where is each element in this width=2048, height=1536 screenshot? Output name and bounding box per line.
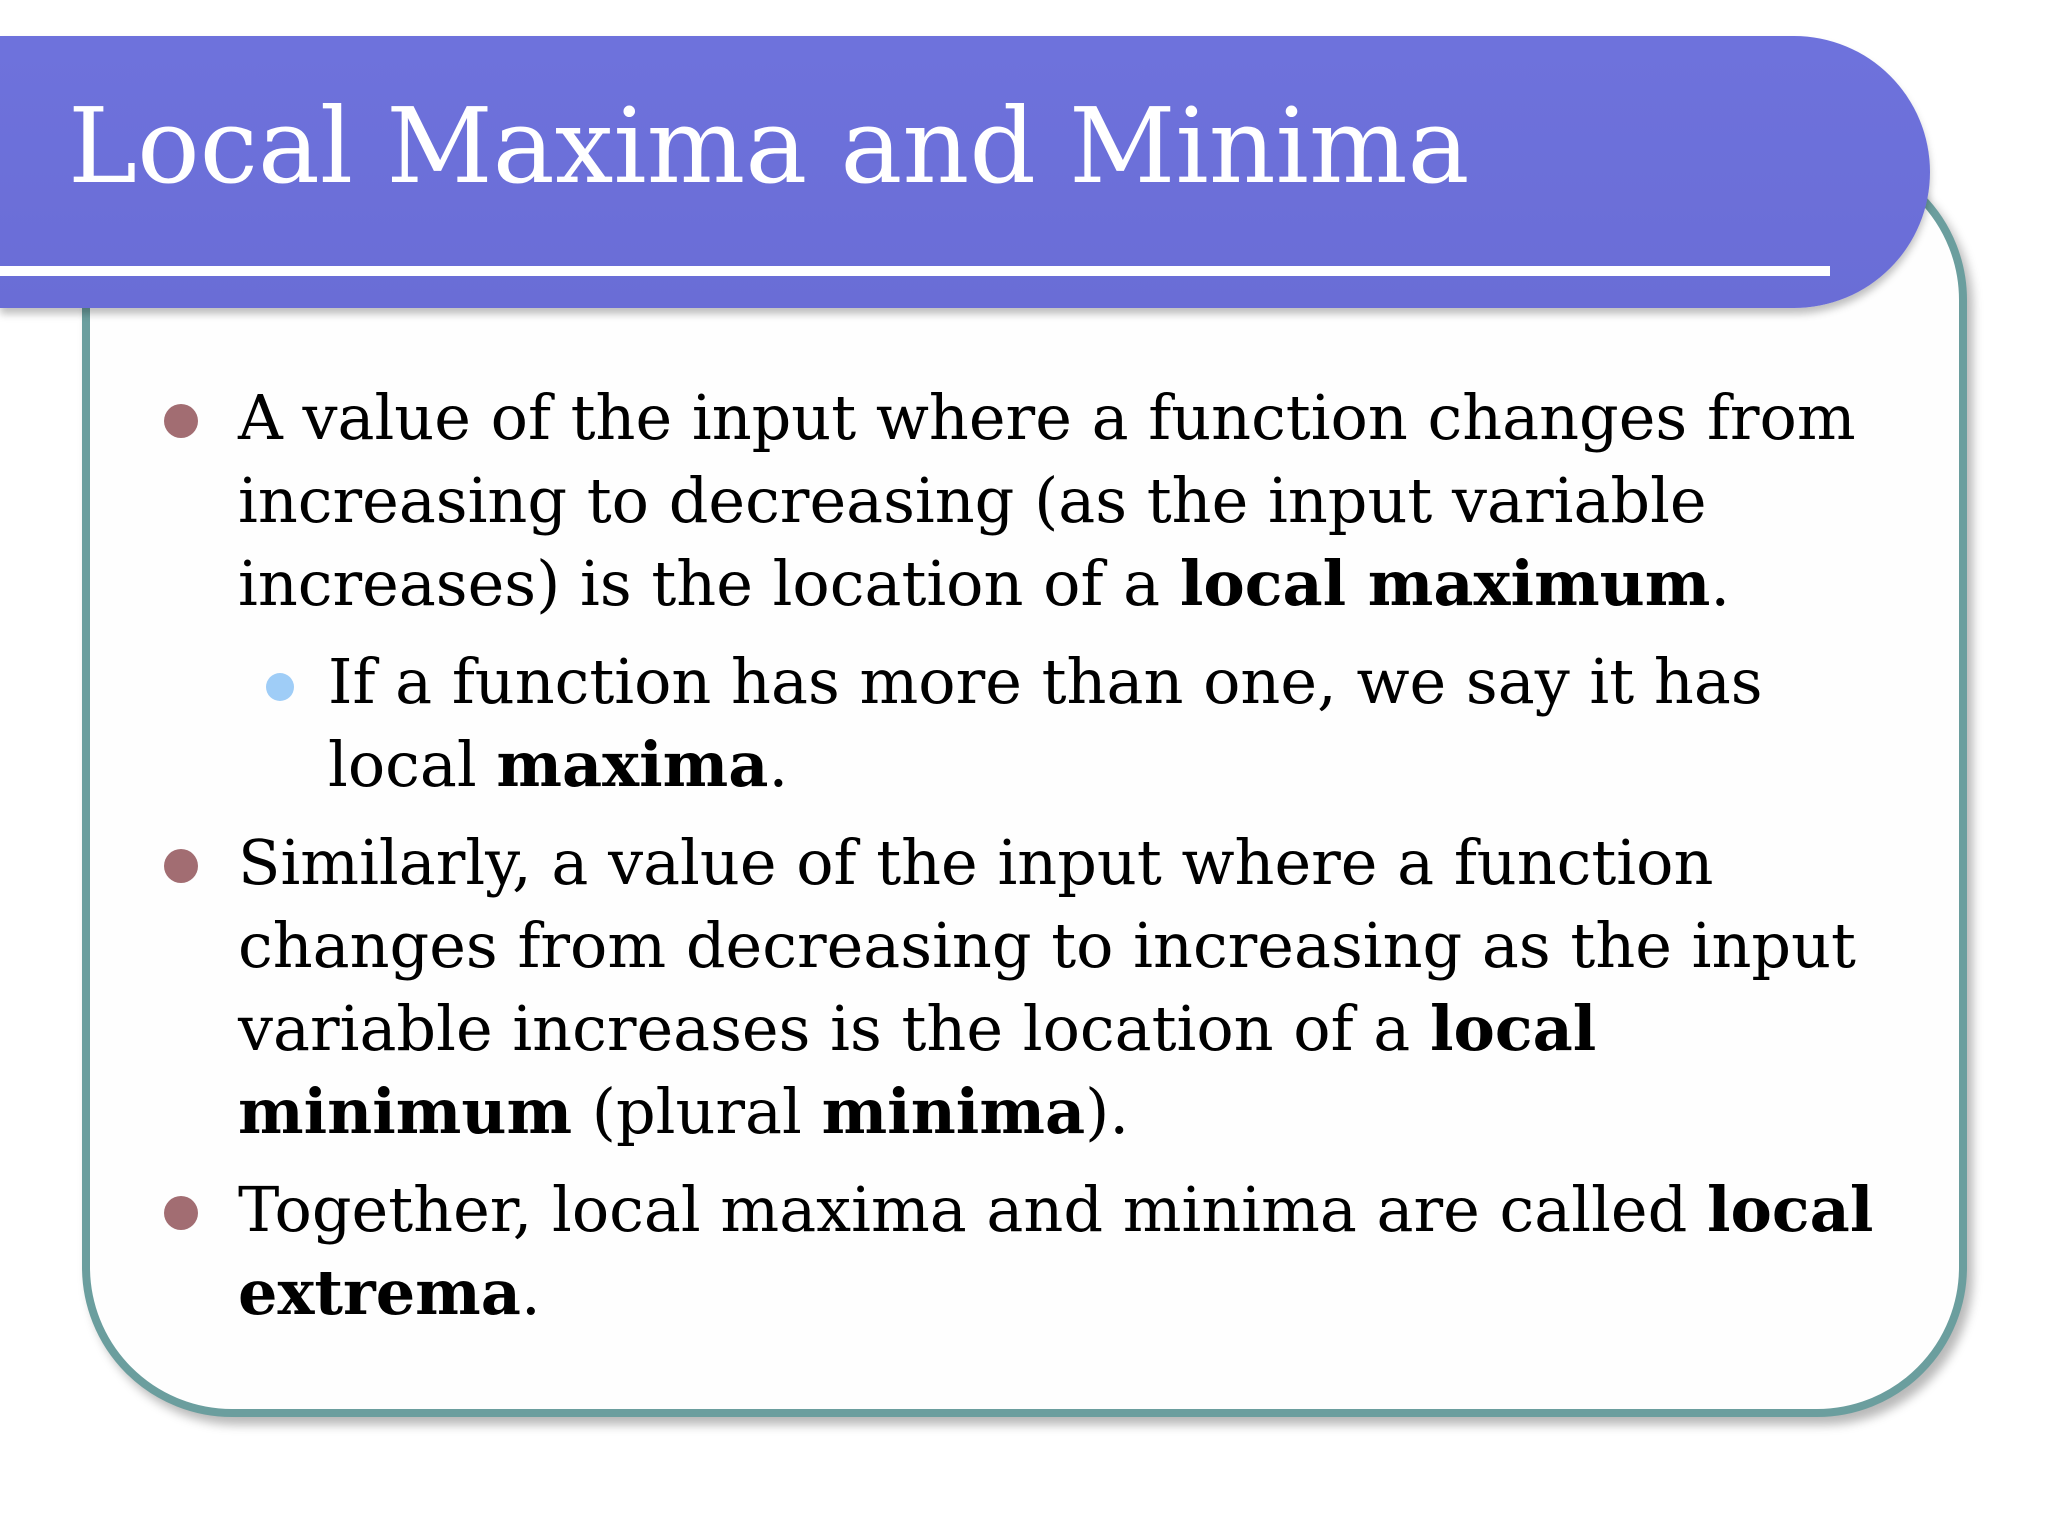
bullet-list — [238, 376, 1898, 1349]
sub-bullet-text — [328, 645, 1763, 801]
bullet-text-part: ). — [1085, 1075, 1130, 1148]
bullet-text-part: . — [520, 1256, 541, 1329]
bullet-dot-icon — [164, 404, 198, 438]
bullet-dot-icon — [164, 1196, 198, 1230]
slide-title: Local Maxima and Minima — [68, 85, 1470, 207]
sub-bullet-dot-icon — [266, 673, 294, 701]
bullet-text-part: . — [768, 728, 789, 801]
bullet-text — [238, 826, 1856, 1148]
bullet-text-part: A value of the input where a function changes from increasing to decreasing (as the input variable increases) is the location of a — [238, 381, 1856, 620]
bullet-text — [238, 1173, 1873, 1329]
sub-bullet-local-maxima — [328, 640, 1898, 806]
bullet-local-extrema — [238, 1168, 1898, 1334]
bullet-text-part: Similarly, a value of the input where a function changes from decreasing to increasing as the input variable increases is the location of a — [238, 826, 1856, 1065]
bullet-text-part: (plural — [572, 1075, 822, 1148]
bold-term-minima: minima — [821, 1075, 1086, 1148]
bullet-dot-icon — [164, 849, 198, 883]
bold-term-maxima: maxima — [496, 728, 769, 801]
bold-term-local-extrema: local extrema — [238, 1173, 1874, 1329]
bullet-text-part: . — [1710, 547, 1731, 620]
bullet-local-minimum — [238, 821, 1898, 1153]
bullet-local-maximum — [238, 376, 1898, 625]
bullet-text — [238, 381, 1856, 620]
bullet-text-part: Together, local maxima and minima are called — [238, 1173, 1707, 1246]
bold-term-local-maximum: local maximum — [1179, 547, 1711, 620]
bullet-text-part: If a function has more than one, we say it has local — [328, 645, 1763, 801]
bold-term-local-minimum: local minimum — [238, 992, 1597, 1148]
